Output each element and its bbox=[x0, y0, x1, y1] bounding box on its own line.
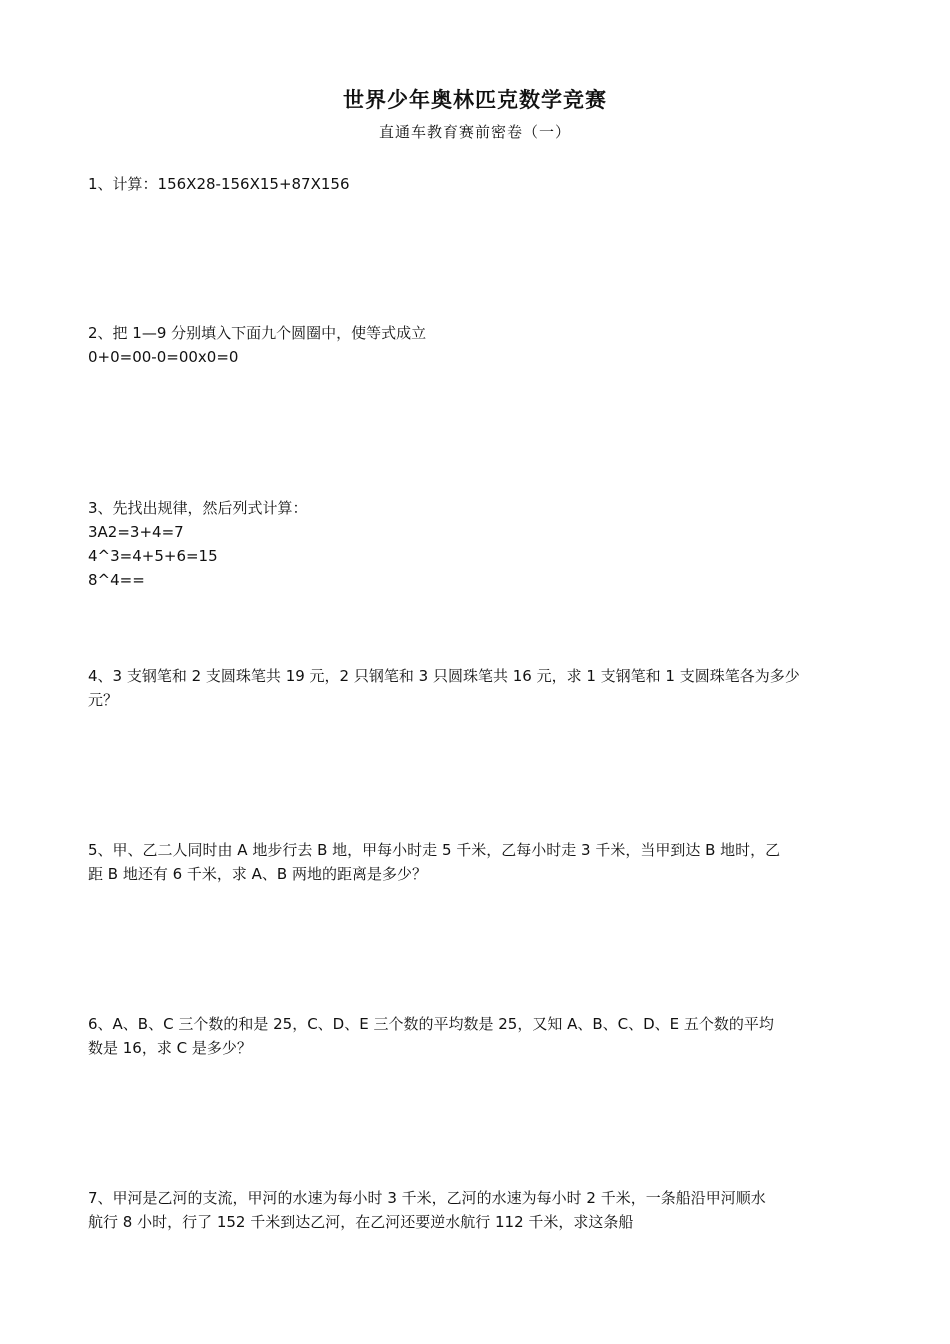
question-3-example-2: 4^3=4+5+6=15 bbox=[88, 547, 218, 565]
question-7-line-2: 航行 8 小时，行了 152 千米到达乙河，在乙河还要逆水航行 112 千米，求这条船 bbox=[88, 1213, 634, 1231]
question-1 bbox=[88, 172, 856, 196]
question-4-line-1: 4、3 支钢笔和 2 支圆珠笔共 19 元，2 只钢笔和 3 只圆珠笔共 16 元，求 1 支钢笔和 1 支圆珠笔各为多少 bbox=[88, 667, 800, 685]
document-title: 世界少年奥林匹克数学竞赛 bbox=[343, 88, 607, 112]
question-3-example-1: 3A2=3+4=7 bbox=[88, 523, 184, 541]
question-2-line-1: 2、把 1—9 分别填入下面九个圆圈中，使等式成立 bbox=[88, 324, 427, 342]
question-2 bbox=[88, 321, 856, 369]
question-6-line-1: 6、A、B、C 三个数的和是 25，C、D、E 三个数的平均数是 25，又知 A、B、C、D、E 五个数的平均 bbox=[88, 1015, 774, 1033]
question-6-line-2: 数是 16，求 C 是多少？ bbox=[88, 1039, 252, 1057]
document-subtitle: 直通车教育赛前密卷（一） bbox=[378, 123, 571, 141]
question-5-line-2: 距 B 地还有 6 千米，求 A、B 两地的距离是多少？ bbox=[88, 865, 427, 883]
question-3-line-1: 3、先找出规律，然后列式计算： bbox=[88, 499, 308, 517]
question-3-task: 8^4== bbox=[88, 571, 145, 589]
question-7 bbox=[88, 1186, 856, 1234]
question-6 bbox=[88, 1012, 856, 1060]
question-4 bbox=[88, 664, 856, 712]
question-3 bbox=[88, 496, 856, 592]
question-2-equation: 0+0=00-0=00x0=0 bbox=[88, 348, 239, 366]
question-7-line-1: 7、甲河是乙河的支流，甲河的水速为每小时 3 千米，乙河的水速为每小时 2 千米，一条船沿甲河顺水 bbox=[88, 1189, 766, 1207]
question-1-line-1: 1、计算：156X28-156X15+87X156 bbox=[88, 175, 350, 193]
question-5-line-1: 5、甲、乙二人同时由 A 地步行去 B 地，甲每小时走 5 千米，乙每小时走 3 千米，当甲到达 B 地时，乙 bbox=[88, 841, 781, 859]
question-5 bbox=[88, 838, 856, 886]
question-4-line-2: 元？ bbox=[88, 691, 119, 709]
